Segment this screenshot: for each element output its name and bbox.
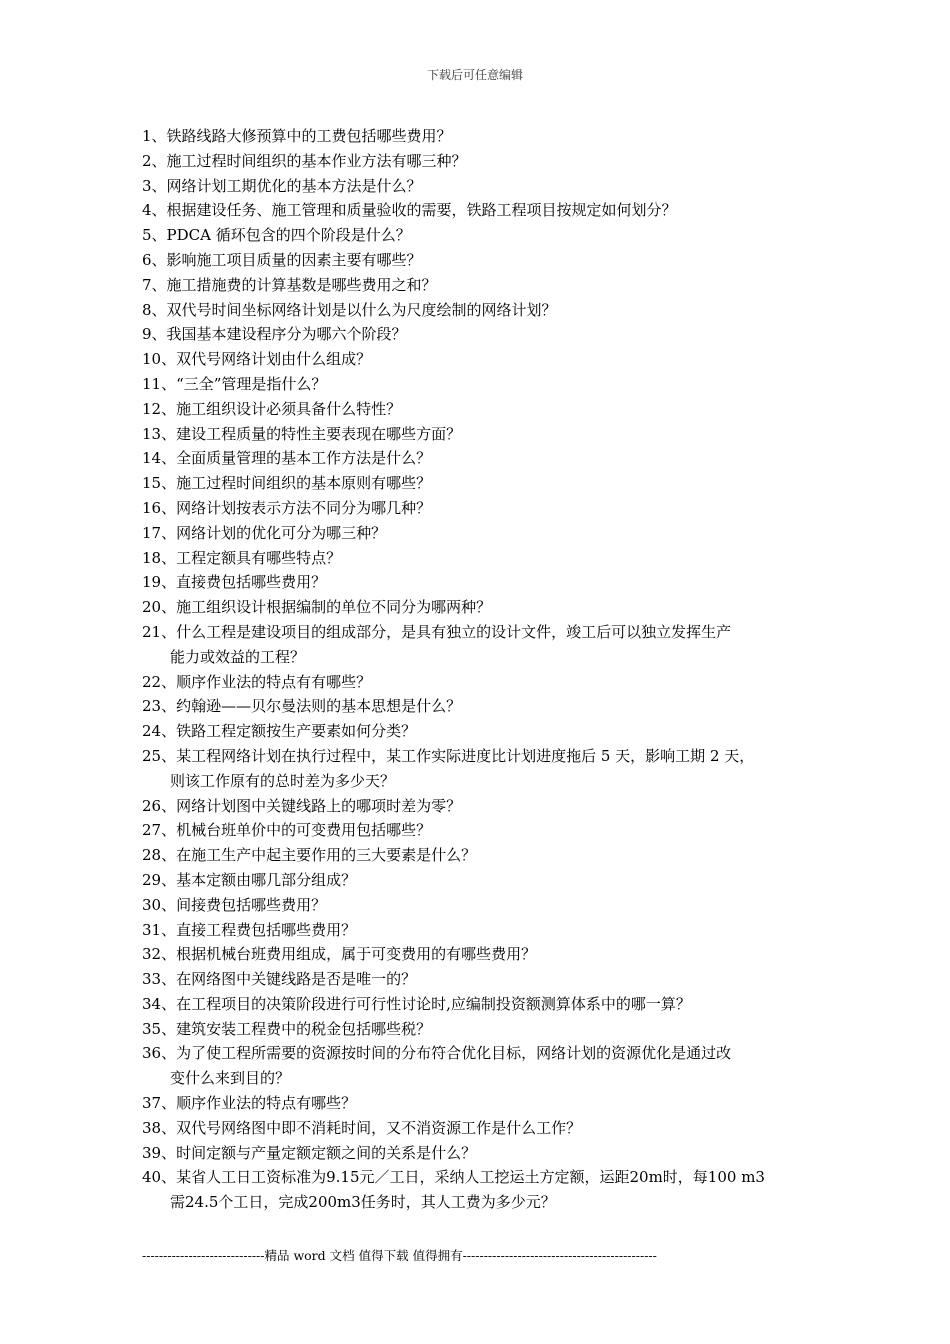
question-text-continuation: 则该工作原有的总时差为多少天？ bbox=[170, 771, 396, 790]
question-item bbox=[142, 719, 822, 744]
question-item bbox=[142, 521, 822, 546]
question-text: 18、工程定额具有哪些特点？ bbox=[142, 548, 342, 567]
question-item bbox=[142, 967, 822, 992]
question-item bbox=[142, 397, 822, 422]
question-item bbox=[142, 992, 822, 1017]
question-item bbox=[142, 298, 822, 323]
question-item bbox=[142, 794, 822, 819]
question-item bbox=[142, 893, 822, 918]
question-text: 28、在施工生产中起主要作用的三大要素是什么？ bbox=[142, 846, 477, 865]
question-text: 36、为了使工程所需要的资源按时间的分布符合优化目标，网络计划的资源优化是通过改 bbox=[142, 1044, 732, 1063]
question-text: 16、网络计划按表示方法不同分为哪几种？ bbox=[142, 498, 432, 517]
question-text: 22、顺序作业法的特点有有哪些？ bbox=[142, 672, 372, 691]
question-text: 34、在工程项目的决策阶段进行可行性讨论时,应编制投资额测算体系中的哪一算？ bbox=[142, 994, 691, 1013]
question-text: 14、全面质量管理的基本工作方法是什么？ bbox=[142, 449, 432, 468]
question-text-continuation: 变什么来到目的？ bbox=[170, 1069, 291, 1088]
question-item bbox=[142, 223, 822, 248]
question-text: 7、施工措施费的计算基数是哪些费用之和？ bbox=[142, 275, 437, 294]
question-item bbox=[142, 273, 822, 298]
question-text: 23、约翰逊——贝尔曼法则的基本思想是什么？ bbox=[142, 697, 462, 716]
question-text: 30、间接费包括哪些费用？ bbox=[142, 895, 327, 914]
question-item bbox=[142, 843, 822, 868]
question-item bbox=[142, 868, 822, 893]
question-item bbox=[142, 471, 822, 496]
question-text: 8、双代号时间坐标网络计划是以什么为尺度绘制的网络计划？ bbox=[142, 300, 557, 319]
page-footer: -----------------------------精品 word 文档 值得下载 值得拥有---------------------------------------------- bbox=[142, 1248, 657, 1263]
question-item bbox=[142, 942, 822, 967]
question-text: 33、在网络图中关键线路是否是唯一的？ bbox=[142, 970, 417, 989]
question-item bbox=[142, 546, 822, 571]
question-text: 39、时间定额与产量定额定额之间的关系是什么？ bbox=[142, 1143, 477, 1162]
question-item bbox=[142, 620, 822, 670]
question-text: 12、施工组织设计必须具备什么特性？ bbox=[142, 399, 402, 418]
question-text: 1、铁路线路大修预算中的工费包括哪些费用？ bbox=[142, 127, 452, 145]
question-text: 31、直接工程费包括哪些费用？ bbox=[142, 920, 357, 939]
question-text: 4、根据建设任务、施工管理和质量验收的需要，铁路工程项目按规定如何划分？ bbox=[142, 201, 677, 220]
question-text-continuation: 需24.5个工日，完成200m3任务时，其人工费为多少元？ bbox=[170, 1193, 556, 1212]
question-list bbox=[142, 124, 822, 1215]
question-item bbox=[142, 149, 822, 174]
question-item bbox=[142, 1141, 822, 1166]
question-item bbox=[142, 322, 822, 347]
question-text: 26、网络计划图中关键线路上的哪项时差为零？ bbox=[142, 796, 462, 815]
question-text: 38、双代号网络图中即不消耗时间，又不消资源工作是什么工作？ bbox=[142, 1118, 582, 1137]
question-text: 3、网络计划工期优化的基本方法是什么？ bbox=[142, 176, 422, 195]
question-text: 24、铁路工程定额按生产要素如何分类？ bbox=[142, 722, 417, 741]
question-text: 35、建筑安装工程费中的税金包括哪些税？ bbox=[142, 1019, 432, 1038]
question-text: 29、基本定额由哪几部分组成？ bbox=[142, 870, 357, 889]
question-text: 2、施工过程时间组织的基本作业方法有哪三种？ bbox=[142, 151, 467, 170]
question-text: 17、网络计划的优化可分为哪三种？ bbox=[142, 523, 387, 542]
question-item bbox=[142, 1091, 822, 1116]
question-item bbox=[142, 570, 822, 595]
question-item bbox=[142, 694, 822, 719]
question-item bbox=[142, 1116, 822, 1141]
question-item bbox=[142, 496, 822, 521]
question-text: 5、PDCA 循环包含的四个阶段是什么？ bbox=[142, 226, 411, 245]
question-item bbox=[142, 372, 822, 397]
question-item bbox=[142, 670, 822, 695]
question-text: 10、双代号网络计划由什么组成？ bbox=[142, 350, 372, 369]
question-text: 37、顺序作业法的特点有哪些？ bbox=[142, 1094, 357, 1113]
question-item bbox=[142, 744, 822, 794]
question-item bbox=[142, 595, 822, 620]
question-text: 20、施工组织设计根据编制的单位不同分为哪两种？ bbox=[142, 598, 492, 617]
question-text: 21、什么工程是建设项目的组成部分，是具有独立的设计文件，竣工后可以独立发挥生产 bbox=[142, 622, 732, 641]
question-text: 27、机械台班单价中的可变费用包括哪些？ bbox=[142, 821, 432, 840]
question-text: 11、“三全”管理是指什么？ bbox=[142, 374, 327, 393]
question-text: 6、影响施工项目质量的因素主要有哪些？ bbox=[142, 250, 422, 269]
question-text: 25、某工程网络计划在执行过程中，某工作实际进度比计划进度拖后 5 天，影响工期 2 天， bbox=[142, 746, 755, 765]
question-item bbox=[142, 818, 822, 843]
question-item bbox=[142, 1165, 822, 1215]
page-header: 下载后可任意编辑 bbox=[426, 68, 523, 82]
question-item bbox=[142, 347, 822, 372]
question-item bbox=[142, 248, 822, 273]
question-text-continuation: 能力或效益的工程？ bbox=[170, 647, 306, 666]
question-item bbox=[142, 422, 822, 447]
question-text: 32、根据机械台班费用组成，属于可变费用的有哪些费用？ bbox=[142, 945, 537, 964]
question-text: 40、某省人工日工资标准为9.15元／工日，采纳人工挖运土方定额，运距20m时，每100 m3 bbox=[142, 1168, 765, 1187]
question-text: 15、施工过程时间组织的基本原则有哪些？ bbox=[142, 474, 432, 493]
question-text: 19、直接费包括哪些费用？ bbox=[142, 573, 327, 592]
question-item bbox=[142, 1017, 822, 1042]
question-item bbox=[142, 198, 822, 223]
question-text: 13、建设工程质量的特性主要表现在哪些方面？ bbox=[142, 424, 462, 443]
question-item bbox=[142, 124, 822, 149]
question-item bbox=[142, 918, 822, 943]
question-item bbox=[142, 446, 822, 471]
question-item bbox=[142, 174, 822, 199]
question-item bbox=[142, 1041, 822, 1091]
question-text: 9、我国基本建设程序分为哪六个阶段？ bbox=[142, 325, 407, 344]
